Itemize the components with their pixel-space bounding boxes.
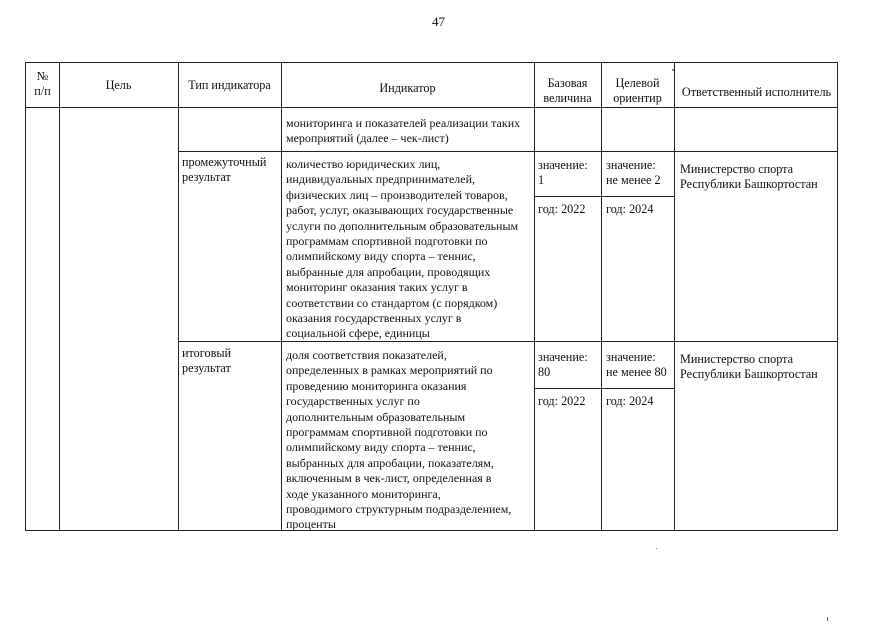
header-indicator-type: Тип индикатора bbox=[188, 78, 271, 92]
scan-speck bbox=[672, 69, 674, 71]
header-indicator: Индикатор bbox=[379, 81, 436, 95]
header-base-value: Базовая величина bbox=[543, 76, 592, 105]
header-divider bbox=[26, 107, 837, 108]
base-year: год: 2022 bbox=[538, 394, 586, 408]
base-year: год: 2022 bbox=[538, 202, 586, 216]
target-year: год: 2024 bbox=[606, 394, 654, 408]
target-value: значение: не менее 2 bbox=[606, 158, 661, 187]
page-number: 47 bbox=[432, 14, 445, 29]
indicator-text: количество юридических лиц, индивидуальных предпринимателей, физических лиц – производителей товаров, работ, услуг, оказывающих государственные услуги по дополнительным образовательным программам спортивной подготовки по олимпийскому виду спорта – теннис, выбранные для апробации, проводящих мониторинг оказания таких услуг в соответствии со стандартом (с порядком) оказания государственных услуг в социальной сфере, единицы bbox=[286, 157, 519, 341]
indicator-type: промежуточный результат bbox=[182, 155, 267, 184]
header-executor: Ответственный исполнитель bbox=[681, 85, 832, 99]
target-year: год: 2024 bbox=[606, 202, 654, 216]
indicator-text: доля соответствия показателей, определенных в рамках мероприятий по проведению мониторинга оказания государственных услуг по дополнительным образовательным программам спортивной подготовки по олимпийскому виду спорта – теннис, выбранных для апробации, показателям, включенным в чек-лист, определенная в ходе указанного мониторинга, проводимого структурным подразделением, проценты bbox=[286, 348, 512, 532]
scan-speck bbox=[656, 548, 657, 549]
col-divider bbox=[674, 63, 675, 530]
col-divider bbox=[178, 63, 179, 530]
scan-speck bbox=[827, 617, 828, 621]
col-divider bbox=[601, 63, 602, 530]
executor: Министерство спорта Республики Башкортостан bbox=[680, 162, 818, 191]
base-value: значение: 1 bbox=[538, 158, 588, 187]
indicators-table bbox=[25, 62, 838, 531]
cell-divider bbox=[534, 196, 674, 197]
cell-divider bbox=[534, 388, 674, 389]
target-value: значение: не менее 80 bbox=[606, 350, 667, 379]
indicator-text: мониторинга и показателей реализации таких мероприятий (далее – чек-лист) bbox=[286, 116, 521, 146]
base-value: значение: 80 bbox=[538, 350, 588, 379]
header-target: Целевой ориентир bbox=[613, 76, 662, 105]
executor: Министерство спорта Республики Башкортостан bbox=[680, 352, 818, 381]
indicator-type: итоговый результат bbox=[182, 346, 232, 375]
header-num: № п/п bbox=[34, 69, 51, 98]
col-divider bbox=[59, 63, 60, 530]
col-divider bbox=[281, 63, 282, 530]
header-goal: Цель bbox=[105, 78, 132, 92]
row-divider bbox=[178, 151, 837, 152]
